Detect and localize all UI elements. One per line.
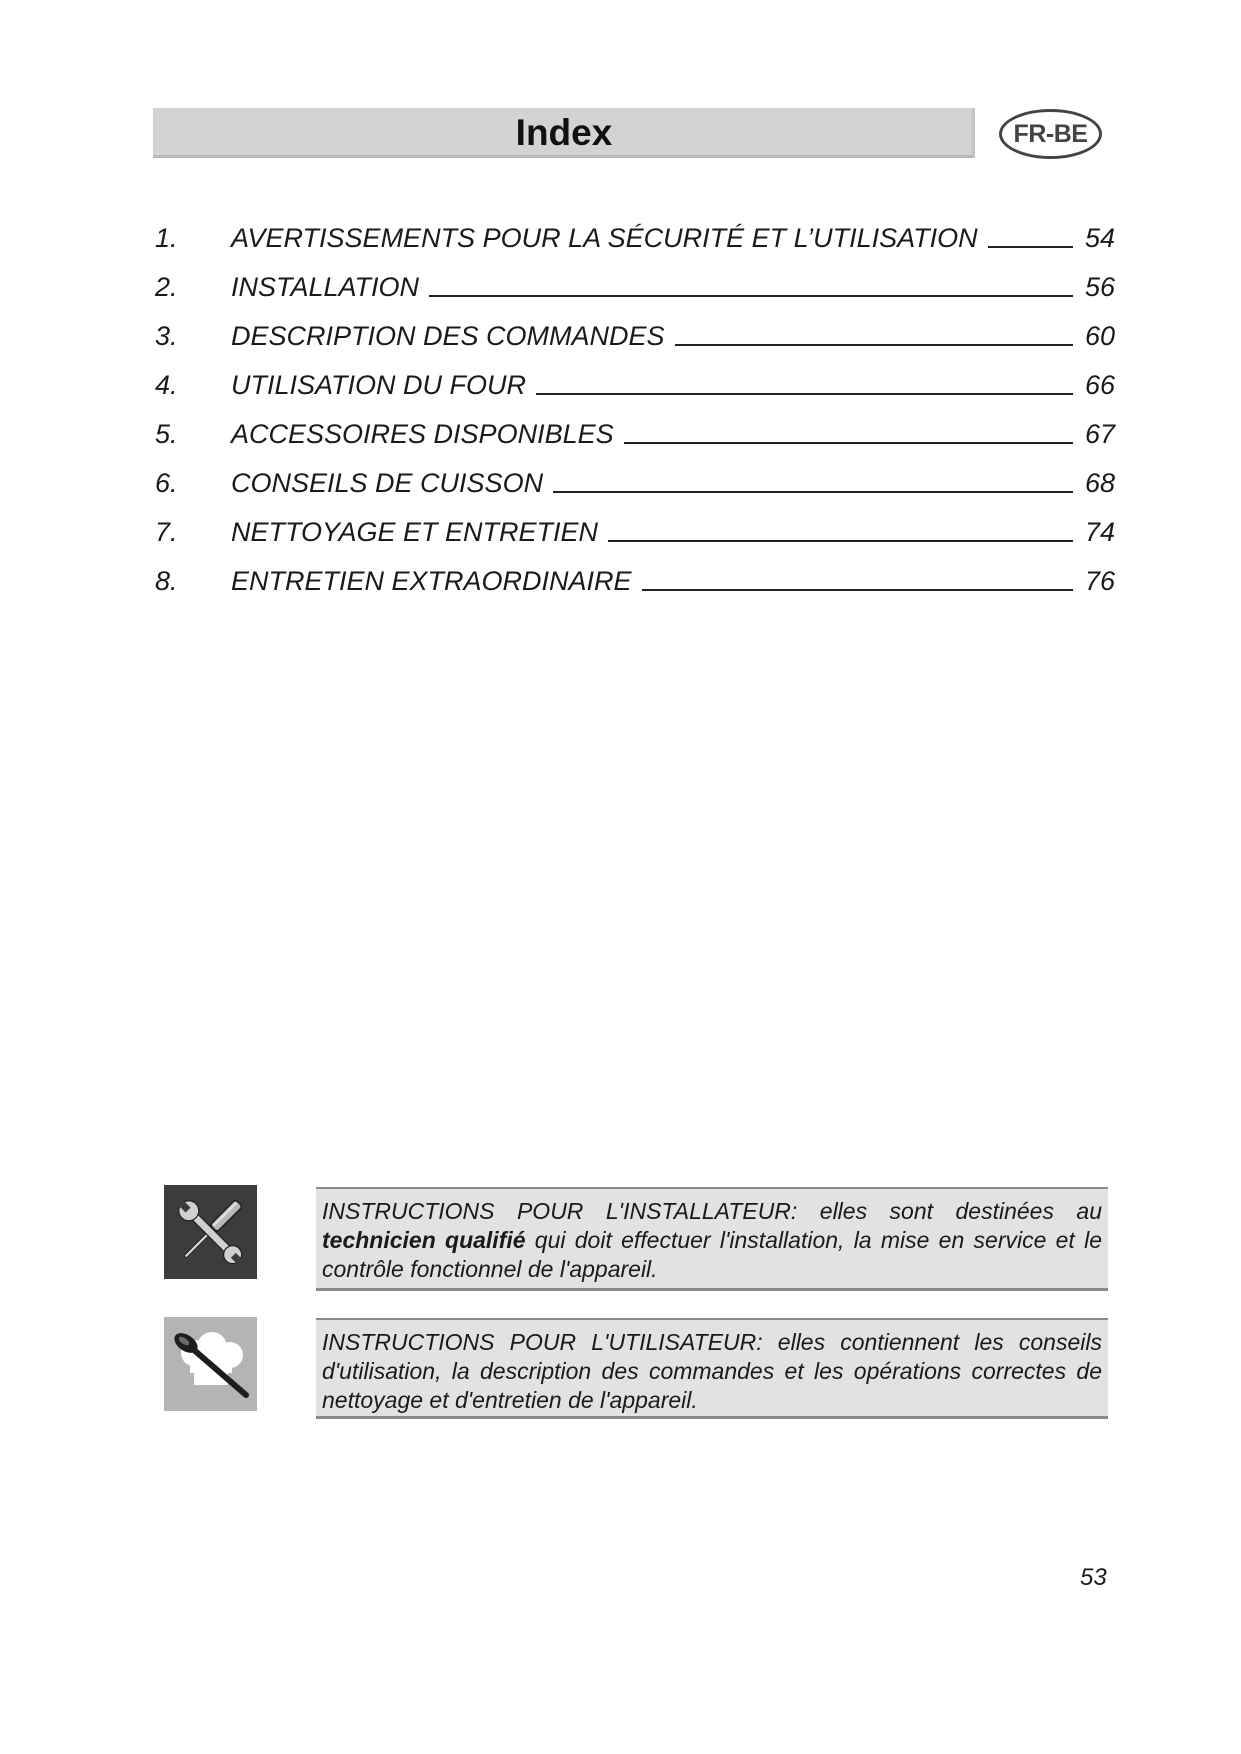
toc-number: 2. [155, 272, 178, 302]
toc-entry[interactable] [155, 548, 1115, 597]
toc-title: ACCESSOIRES DISPONIBLES [231, 419, 614, 449]
toc-leader-line [988, 246, 1073, 248]
wrench-screwdriver-icon [164, 1185, 257, 1279]
toc-leader-line [624, 442, 1073, 444]
toc-entry[interactable] [155, 499, 1115, 548]
toc-number: 7. [155, 517, 178, 547]
toc-page: 67 [1084, 419, 1115, 449]
toc-entry[interactable] [155, 254, 1115, 303]
toc-title: CONSEILS DE CUISSON [231, 468, 544, 498]
user-instructions-note [316, 1318, 1108, 1419]
toc-leader-line [642, 589, 1073, 591]
toc-title: NETTOYAGE ET ENTRETIEN [231, 517, 599, 547]
page-title: Index [515, 112, 613, 153]
toc-entry[interactable] [155, 303, 1115, 352]
language-badge: FR-BE [999, 109, 1102, 159]
spoon-chef-hat-icon [164, 1317, 257, 1411]
toc-number: 1. [155, 223, 178, 253]
toc-entry[interactable] [155, 450, 1115, 499]
toc-number: 3. [155, 321, 178, 351]
toc-number: 5. [155, 419, 178, 449]
toc-leader-line [536, 393, 1073, 395]
toc-number: 4. [155, 370, 178, 400]
toc-entry[interactable] [155, 352, 1115, 401]
installer-note-text: INSTRUCTIONS POUR L'INSTALLATEUR: elles sont destinées au [322, 1198, 1102, 1224]
toc-leader-line [429, 295, 1073, 297]
toc-leader-line [675, 344, 1073, 346]
toc-page: 60 [1084, 321, 1115, 351]
toc-number: 8. [155, 566, 178, 596]
toc-page: 56 [1084, 272, 1115, 302]
toc-number: 6. [155, 468, 178, 498]
qualified-technician-text: technicien qualifié [322, 1227, 526, 1253]
installer-note-text-end: qui doit effectuer l'installation, la mise en service et le contrôle fonctionnel de l'appareil. [322, 1227, 1102, 1282]
toc-entry[interactable] [155, 401, 1115, 450]
toc-title: INSTALLATION [231, 272, 420, 302]
page-number: 53 [1080, 1564, 1107, 1591]
toc-page: 66 [1084, 370, 1115, 400]
toc-page: 68 [1084, 468, 1115, 498]
toc-title: UTILISATION DU FOUR [231, 370, 527, 400]
toc-leader-line [553, 491, 1073, 493]
table-of-contents [155, 205, 1115, 597]
installer-instructions-note [316, 1187, 1108, 1291]
toc-page: 74 [1084, 517, 1115, 547]
toc-entry[interactable] [155, 205, 1115, 254]
toc-title: DESCRIPTION DES COMMANDES [231, 321, 665, 351]
toc-title: AVERTISSEMENTS POUR LA SÉCURITÉ ET L’UTILISATION [231, 223, 978, 253]
toc-page: 76 [1084, 566, 1115, 596]
toc-title: ENTRETIEN EXTRAORDINAIRE [231, 566, 632, 596]
toc-page: 54 [1084, 223, 1115, 253]
toc-leader-line [608, 540, 1073, 542]
user-note-text: INSTRUCTIONS POUR L'UTILISATEUR: elles contiennent les conseils d'utilisation, la description des commandes et les opérations correctes de nettoyage et d'entretien de l'appareil. [322, 1329, 1102, 1413]
